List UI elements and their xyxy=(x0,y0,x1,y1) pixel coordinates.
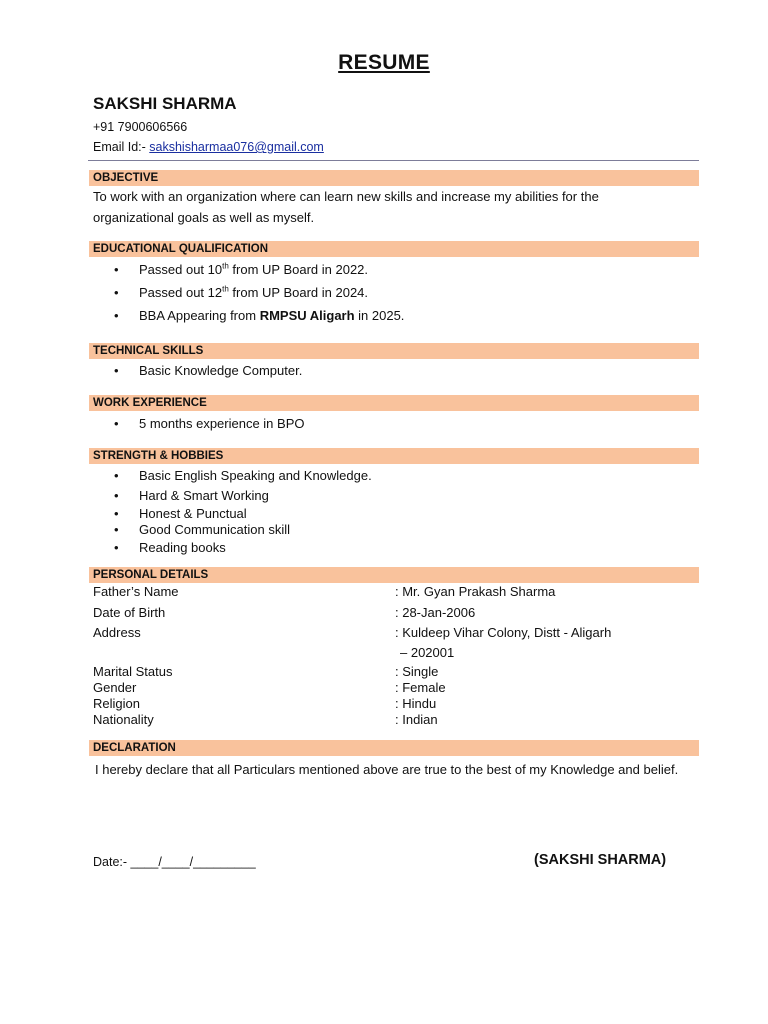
bullet: • xyxy=(114,285,119,300)
declaration-heading: DECLARATION xyxy=(89,740,699,756)
bullet: • xyxy=(114,468,119,483)
bullet: • xyxy=(114,416,119,431)
technical-skills-heading: TECHNICAL SKILLS xyxy=(89,343,699,359)
declaration-text: I hereby declare that all Particulars mentioned above are true to the best of my Knowledge and belief. xyxy=(95,762,679,777)
bullet: • xyxy=(114,262,119,277)
objective-line-2: organizational goals as well as myself. xyxy=(93,210,315,225)
strength-hobbies-heading: STRENGTH & HOBBIES xyxy=(89,448,699,464)
objective-line-1: To work with an organization where can learn new skills and increase my abilities for the xyxy=(93,189,599,204)
detail-label: Nationality xyxy=(93,712,154,727)
phone-number: +91 7900606566 xyxy=(93,120,188,134)
detail-value: – 202001 xyxy=(400,645,455,660)
detail-label: Gender xyxy=(93,680,137,695)
detail-label: Date of Birth xyxy=(93,605,166,620)
personal-details-heading: PERSONAL DETAILS xyxy=(89,567,699,583)
bullet: • xyxy=(114,540,119,555)
work-experience-heading: WORK EXPERIENCE xyxy=(89,395,699,411)
detail-label: Address xyxy=(93,625,141,640)
detail-value: : Mr. Gyan Prakash Sharma xyxy=(395,584,556,599)
signature-name: (SAKSHI SHARMA) xyxy=(534,852,667,868)
detail-label: Religion xyxy=(93,696,140,711)
detail-label: Marital Status xyxy=(93,664,173,679)
email-label: Email Id:- xyxy=(93,140,146,154)
detail-label: Father’s Name xyxy=(93,584,179,599)
education-heading: EDUCATIONAL QUALIFICATION xyxy=(89,241,699,257)
resume-title: RESUME xyxy=(338,51,430,74)
header-divider xyxy=(88,160,699,161)
date-field: Date:- ____/____/_________ xyxy=(93,855,256,869)
objective-heading: OBJECTIVE xyxy=(89,170,699,186)
candidate-name: SAKSHI SHARMA xyxy=(93,94,237,113)
bullet: • xyxy=(114,488,119,503)
bullet: • xyxy=(114,522,119,537)
detail-value: : Indian xyxy=(395,712,438,727)
detail-value: : Female xyxy=(395,680,446,695)
detail-value: : 28-Jan-2006 xyxy=(395,605,476,620)
email-link[interactable]: sakshisharmaa076@gmail.com xyxy=(149,140,324,154)
detail-value: : Single xyxy=(395,664,439,679)
bullet: • xyxy=(114,363,119,378)
bullet: • xyxy=(114,308,119,323)
detail-value: : Hindu xyxy=(395,696,437,711)
detail-value: : Kuldeep Vihar Colony, Distt - Aligarh xyxy=(395,625,612,640)
bullet: • xyxy=(114,506,119,521)
email-line xyxy=(93,140,324,154)
